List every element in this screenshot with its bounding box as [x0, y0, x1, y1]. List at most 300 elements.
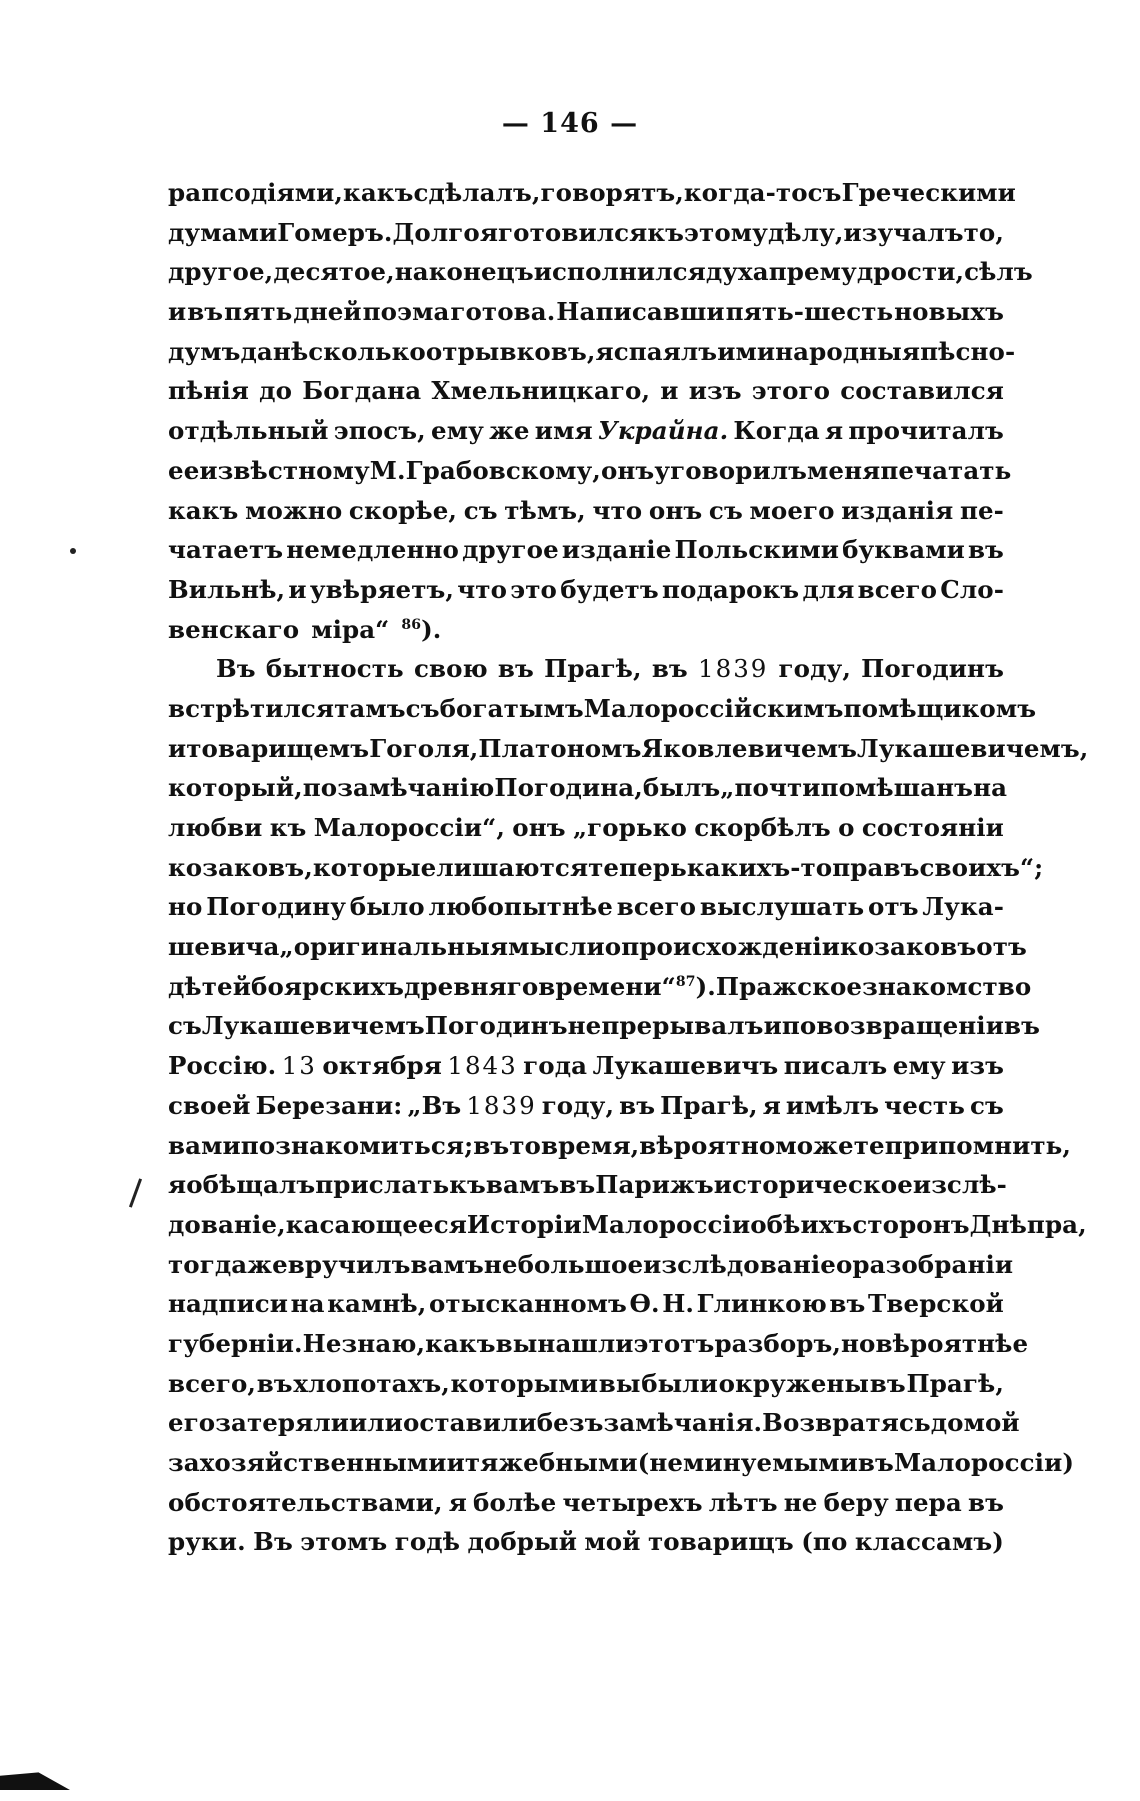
word: моего: [749, 495, 835, 525]
word: году,: [778, 654, 851, 684]
word: имѣлъ: [785, 1090, 880, 1120]
word: разобраніи: [852, 1249, 1014, 1279]
word: не: [567, 1011, 602, 1041]
text-line: [168, 693, 1037, 734]
word: вамъ: [410, 1249, 484, 1279]
word: дованіе,: [168, 1209, 286, 1239]
word: немедленно: [286, 535, 459, 565]
text-line: [168, 1408, 1020, 1448]
word: въ: [869, 1368, 906, 1398]
word: ему: [431, 416, 484, 446]
word: Лукашевичемъ: [201, 1011, 425, 1041]
word: древняго: [404, 971, 539, 1001]
word: пять-шесть: [725, 297, 894, 327]
word: когда-то: [683, 178, 808, 207]
word: тогда: [168, 1249, 248, 1279]
word: нѣсколько: [272, 336, 426, 366]
word: поэма: [362, 297, 450, 327]
word: пѣнія: [168, 376, 249, 406]
word: М.: [369, 455, 406, 485]
word: въ: [473, 1130, 510, 1160]
word: всего: [616, 892, 697, 922]
text-line: [168, 455, 1012, 496]
text-line: [168, 376, 1004, 416]
text-line: [168, 654, 1004, 694]
word: „Въ: [407, 1090, 462, 1120]
text-line: [168, 615, 1004, 655]
text-line: [168, 1130, 1072, 1171]
word: болѣе: [473, 1487, 557, 1517]
word: въ: [187, 297, 224, 327]
word: говорятъ,: [540, 178, 684, 207]
word: Н.: [662, 1289, 695, 1319]
word: для: [802, 574, 855, 604]
word: Лукашевичъ: [592, 1051, 779, 1081]
word: замѣчанію: [337, 773, 495, 803]
word: я: [448, 1487, 467, 1517]
word: обѣихъ: [750, 1209, 853, 1239]
word: отысканномъ: [428, 1289, 627, 1319]
word: Въ: [216, 654, 256, 684]
word: это: [510, 574, 557, 604]
word: онъ: [512, 813, 566, 842]
word: въ: [559, 1170, 596, 1200]
word: я: [824, 416, 844, 446]
word: Пражское: [715, 971, 863, 1001]
word: Малороссіи): [893, 1448, 1075, 1477]
word: Богдана: [302, 376, 422, 406]
word: обѣщалъ: [186, 1170, 316, 1200]
text-line: [168, 535, 1004, 575]
word: „горько: [572, 813, 687, 842]
word: которые: [312, 852, 437, 882]
word: печатать: [880, 455, 1012, 485]
word: мысли: [508, 932, 605, 962]
word: не: [783, 1487, 818, 1517]
word: прерывалъ: [601, 1011, 764, 1041]
word: 1839: [466, 1090, 537, 1120]
word: затеряли: [215, 1408, 350, 1438]
word: новыхъ: [894, 297, 1004, 327]
word: онъ: [600, 455, 655, 485]
word: Сло-: [940, 574, 1004, 604]
word: изучалъ: [843, 217, 964, 247]
word: боярскихъ: [251, 971, 404, 1001]
word: всего: [857, 574, 938, 604]
text-line: [168, 733, 1089, 774]
word: пѣсно-: [920, 336, 1016, 366]
word: о: [838, 813, 855, 842]
word: пе-: [959, 495, 1004, 525]
word: къ: [647, 217, 685, 247]
word: дѣтей: [168, 971, 251, 1001]
text-line: [168, 496, 1004, 536]
margin-slash-mark: [129, 1178, 142, 1207]
word: возвращеніи: [816, 1011, 1004, 1041]
text-line: [168, 971, 1032, 1012]
word: какъ: [343, 178, 414, 207]
text-line: [168, 1369, 1004, 1409]
word: составился: [840, 376, 1004, 406]
word: изъ: [951, 1051, 1004, 1081]
word: или: [349, 1408, 403, 1438]
word: отъ: [868, 892, 919, 922]
word: Яковлевичемъ: [641, 733, 857, 763]
footnote-ref: 86: [401, 616, 422, 633]
word: Въ: [253, 1527, 293, 1557]
word: что: [592, 495, 643, 525]
word: и: [168, 297, 187, 327]
word: онъ: [648, 495, 703, 525]
word: Погодину: [206, 892, 346, 922]
text-line: [168, 575, 1004, 615]
word: его: [168, 1408, 216, 1438]
word: меня: [807, 455, 881, 485]
text-line: [168, 416, 1004, 456]
word: „почти: [720, 773, 821, 803]
word: подарокъ: [661, 574, 800, 604]
word: Возвратясь: [762, 1408, 931, 1438]
word: съ: [969, 1090, 1004, 1120]
word: пять: [224, 297, 293, 327]
word: къ: [269, 813, 307, 842]
word: года: [523, 1051, 588, 1081]
word: любопытнѣе: [428, 892, 613, 922]
word: вручилъ: [287, 1249, 411, 1279]
word: съ: [708, 495, 743, 525]
word: Малороссіи“,: [313, 813, 505, 842]
word: на: [290, 1289, 325, 1319]
word: думами: [168, 217, 278, 247]
word: безъ: [536, 1408, 604, 1438]
word: былъ: [642, 773, 721, 803]
word: рапсодіями,: [168, 178, 344, 207]
word: какъ: [168, 495, 239, 525]
word: было: [349, 892, 425, 922]
word: Лука-: [922, 892, 1004, 922]
word: Платономъ: [478, 733, 642, 763]
word: замѣчанія.: [603, 1408, 763, 1438]
word: прислать: [315, 1170, 450, 1200]
word: были: [641, 1368, 718, 1398]
word: чатаетъ: [168, 535, 284, 565]
word: Прагѣ,: [660, 1090, 758, 1120]
word: помѣщикомъ: [843, 693, 1037, 723]
word: ее: [168, 455, 200, 485]
word: происхожденіи: [621, 932, 841, 962]
margin-dot-mark: [70, 548, 76, 554]
word: тѣмъ,: [504, 495, 586, 525]
word: міра“: [311, 614, 390, 644]
word: Лукашевичемъ,: [856, 733, 1089, 763]
word: же: [247, 1249, 288, 1279]
word: помѣшанъ: [820, 773, 974, 803]
word: можно: [245, 495, 343, 525]
word: да: [240, 336, 273, 366]
word: въ: [497, 654, 534, 684]
word: правъ: [832, 852, 920, 882]
word: скорѣе,: [348, 495, 458, 525]
word: вы: [598, 1368, 641, 1398]
word: оставили: [402, 1408, 537, 1438]
word: Малороссійскимъ: [583, 693, 844, 723]
word: Прагѣ,: [906, 1368, 1004, 1398]
word: шевича: [168, 932, 280, 962]
word: я: [168, 1170, 187, 1200]
word: Погодинъ: [861, 654, 1004, 684]
word: и: [763, 1011, 782, 1041]
word: можете: [775, 1130, 885, 1160]
word: выслушать: [699, 892, 865, 922]
word: изслѣдованіе: [643, 1249, 836, 1279]
word: состояніи: [861, 813, 1004, 842]
word: Глинкою: [696, 1289, 827, 1319]
word: честь: [884, 1090, 965, 1120]
word: сдѣлалъ,: [413, 178, 541, 207]
word: Малороссіи: [581, 1209, 751, 1239]
word: этому: [684, 217, 768, 247]
word: своей: [168, 1090, 251, 1120]
word: надписи: [168, 1289, 289, 1319]
word: другое: [462, 535, 559, 565]
text-line: [168, 297, 1004, 337]
word: премудрости,: [768, 257, 965, 287]
text-line: [168, 1051, 1004, 1091]
word: Не: [302, 1328, 342, 1358]
text-line: [168, 932, 1027, 972]
word: Польскими: [674, 535, 839, 565]
text-line: [168, 1488, 1004, 1528]
word: Березани:: [255, 1090, 403, 1120]
word: Написавши: [556, 297, 725, 327]
text-line: [168, 1328, 1029, 1369]
word: обстоятельствами,: [168, 1487, 443, 1517]
text-line: [168, 1249, 1014, 1290]
word: тяжебными: [464, 1448, 638, 1477]
text-line: [168, 336, 1016, 377]
word: дѣлу,: [767, 217, 844, 247]
text-line: [168, 1091, 1004, 1131]
word: этого: [751, 376, 831, 406]
word: хлопотахъ,: [293, 1368, 450, 1398]
word: сѣлъ: [964, 257, 1033, 287]
word: отрывковъ,: [425, 336, 596, 366]
word: знаю,: [341, 1328, 426, 1358]
word: пера: [894, 1487, 962, 1517]
word: историческое: [713, 1170, 913, 1200]
word: время,: [541, 1130, 640, 1160]
text-line: [168, 892, 1004, 932]
word: наконецъ: [394, 257, 534, 287]
word: Грабовскому,: [405, 455, 601, 485]
word: отдѣльный: [168, 416, 329, 446]
word: въ: [619, 1090, 656, 1120]
word: отъ: [976, 932, 1027, 962]
word: къ: [449, 1170, 486, 1200]
word: въ: [256, 1368, 293, 1398]
word: изданіе: [561, 535, 672, 565]
word: Погодина,: [494, 773, 643, 803]
word: 13: [281, 1051, 317, 1081]
word: какъ: [425, 1328, 496, 1358]
word: уговорилъ: [654, 455, 807, 485]
word: товарищъ: [647, 1527, 794, 1557]
word: и: [660, 376, 679, 406]
text-line: [168, 813, 1004, 853]
word: этомъ: [300, 1527, 388, 1557]
word: вѣроятнѣе: [875, 1328, 1029, 1358]
text-line: [168, 1527, 1004, 1567]
word: въ: [651, 654, 688, 684]
word: готовился: [498, 217, 648, 247]
word: своихъ“;: [919, 852, 1044, 882]
word: ими: [717, 336, 776, 366]
word: козаковъ: [840, 932, 977, 962]
word: я: [595, 336, 614, 366]
word: спаялъ: [613, 336, 718, 366]
word: Ѳ.: [629, 1289, 660, 1319]
word: извѣстному: [199, 455, 370, 485]
word: (по: [801, 1527, 848, 1557]
word: увѣряетъ,: [309, 574, 455, 604]
word: Вильнѣ,: [168, 574, 286, 604]
word: (неминуемыми: [637, 1448, 858, 1477]
word: бытность: [265, 654, 404, 684]
text-line: [168, 257, 1033, 297]
word: $^{86}$).: [401, 614, 442, 644]
word: готова.: [450, 297, 556, 327]
word: писалъ: [783, 1051, 888, 1081]
word: въ: [857, 1448, 894, 1477]
word: хозяйственными: [199, 1448, 447, 1477]
footnote-ref: 87: [675, 973, 696, 990]
word: беру: [823, 1487, 889, 1517]
word: и: [446, 1448, 465, 1477]
body-text: [168, 178, 1089, 1567]
word: и: [288, 574, 307, 604]
text-line: [168, 178, 1016, 218]
word: вами: [168, 1130, 241, 1160]
word: исполнился: [533, 257, 706, 287]
word: другое,: [168, 257, 274, 287]
word: Днѣпра,: [969, 1209, 1087, 1239]
word: богатымъ: [439, 693, 584, 723]
word: народныя: [775, 336, 921, 366]
word: о: [604, 932, 622, 962]
word: изданія: [841, 495, 954, 525]
word: козаковъ,: [168, 852, 313, 882]
page-number: — 146 —: [501, 108, 639, 139]
word: духа: [705, 257, 769, 287]
word: скорбѣлъ: [694, 813, 831, 842]
word: Когда: [733, 416, 820, 446]
text-line: [168, 1289, 1004, 1329]
word: времени“: [538, 971, 676, 1001]
word: изслѣ-: [912, 1170, 1007, 1200]
word: классамъ): [854, 1527, 1004, 1557]
word: сторонъ: [852, 1209, 970, 1239]
word: руки.: [168, 1527, 246, 1557]
word: Погодинъ: [424, 1011, 568, 1041]
word: Долго: [392, 217, 480, 247]
word: познакомиться;: [240, 1130, 474, 1160]
word: „оригинальныя: [279, 932, 509, 962]
word: изъ: [688, 376, 742, 406]
word: съ: [807, 178, 842, 207]
word: мой: [584, 1527, 641, 1557]
word: 1839: [698, 654, 769, 684]
word: Гомеръ.: [277, 217, 393, 247]
word: нашли: [537, 1328, 634, 1358]
word: Гоголя,: [369, 733, 479, 763]
word: и: [168, 733, 187, 763]
text-line: [168, 1011, 1040, 1051]
word: четырехъ: [562, 1487, 703, 1517]
word: эпосъ,: [333, 416, 426, 446]
word: прочиталъ: [848, 416, 1004, 446]
word: теперь: [588, 852, 687, 882]
word: десятое,: [273, 257, 395, 287]
word: я: [762, 1090, 781, 1120]
word: лишаются: [436, 852, 589, 882]
word: который,: [168, 773, 303, 803]
text-line: [168, 218, 1004, 258]
word: что: [457, 574, 508, 604]
word: тамъ: [334, 693, 406, 723]
word: октября: [322, 1051, 442, 1081]
word: всего,: [168, 1368, 257, 1398]
word: этотъ: [633, 1328, 715, 1358]
word: вы: [495, 1328, 538, 1358]
word: касающееся: [285, 1209, 467, 1239]
text-line: [168, 1170, 1007, 1210]
word: Тверской: [868, 1289, 1004, 1319]
word: я: [479, 217, 499, 247]
word: въ: [967, 1487, 1004, 1517]
word: Прагѣ,: [544, 654, 642, 684]
word: товарищемъ: [186, 733, 370, 763]
word: разборъ,: [714, 1328, 842, 1358]
word: съ: [463, 495, 498, 525]
word: Исторіи: [466, 1209, 582, 1239]
word: то: [509, 1130, 542, 1160]
word: году,: [541, 1090, 615, 1120]
word: добрый: [467, 1527, 577, 1557]
word: но: [841, 1328, 876, 1358]
word: губерніи.: [168, 1328, 303, 1358]
word: по: [302, 773, 338, 803]
word: Россію.: [168, 1051, 277, 1081]
word: имя: [534, 416, 593, 446]
word: но: [168, 892, 203, 922]
word: любви: [168, 813, 263, 842]
word: будетъ: [560, 574, 659, 604]
word: Греческими: [841, 178, 1016, 207]
word: въ: [967, 535, 1004, 565]
word: въ: [1003, 1011, 1040, 1041]
word: вамъ: [485, 1170, 560, 1200]
word: встрѣтился: [168, 693, 335, 723]
text-line: [168, 1448, 1075, 1488]
word: свою: [413, 654, 488, 684]
word: знакомство: [862, 971, 1032, 1001]
word: въ: [829, 1289, 866, 1319]
word: буквами: [842, 535, 965, 565]
ink-blot-mark: [0, 1768, 70, 1790]
word: за: [168, 1448, 200, 1477]
word: съ: [168, 1011, 202, 1041]
text-line: [168, 773, 1008, 813]
